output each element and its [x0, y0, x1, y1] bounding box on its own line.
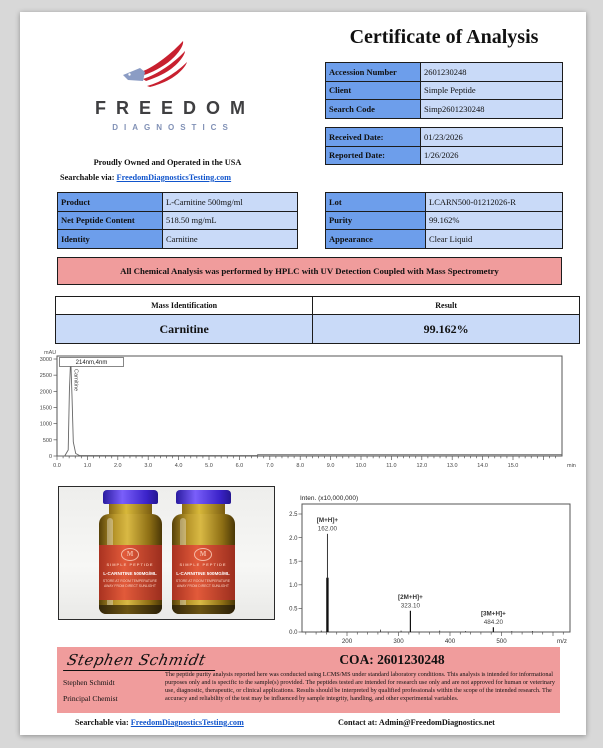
- disclaimer-text: The peptide purity analysis reported here was conducted using LCMS/MS under standard laboratory conditions. This analysis is intended for informational purposes only and is specific to the sample(s) provided. The peptides tested are intended for research use only and are not approved for human or veterinary use, diagnostic, therapeutic, or clinical applications. Results should be interpreted by qualified professionals within the scope of the intended research. The accuracy and reliability of the test may be influenced by sample integrity, handling, and other experimental variables.: [165, 671, 556, 703]
- footer-searchable: [75, 718, 244, 727]
- svg-text:200: 200: [341, 638, 353, 645]
- product-vials-image: [58, 486, 275, 620]
- vial-brand-text: SIMPLE PEPTIDE: [179, 562, 227, 567]
- svg-text:3.0: 3.0: [144, 463, 153, 469]
- accession-table: [325, 62, 563, 119]
- svg-text:13.0: 13.0: [446, 463, 458, 469]
- svg-text:14.0: 14.0: [477, 463, 488, 469]
- svg-text:2500: 2500: [39, 373, 52, 380]
- table-row: [326, 81, 562, 100]
- table-row: [326, 146, 562, 165]
- table-cell-value: Simple Peptide: [421, 82, 562, 100]
- table-cell-value: Simp2601230248: [421, 100, 562, 118]
- table-cell: 99.162%: [312, 315, 579, 343]
- table-cell-label: Client: [326, 82, 421, 100]
- table-cell-value: 518.50 mg/mL: [163, 212, 297, 230]
- searchable-line-top: [60, 173, 231, 182]
- table-cell-label: Search Code: [326, 100, 421, 118]
- table-row: [326, 128, 562, 146]
- svg-text:8.0: 8.0: [296, 463, 305, 469]
- certificate-page: [20, 12, 586, 735]
- product-table: [57, 192, 298, 249]
- svg-text:Inten. (x10,000,000): Inten. (x10,000,000): [300, 495, 359, 502]
- svg-text:15.0: 15.0: [507, 463, 519, 469]
- table-cell: Mass Identification: [56, 297, 312, 314]
- svg-text:11.0: 11.0: [386, 463, 397, 469]
- footer-searchable-link[interactable]: FreedomDiagnosticsTesting.com: [130, 718, 244, 727]
- vial-label: [99, 545, 162, 600]
- table-cell-label: Received Date:: [326, 128, 421, 146]
- svg-text:0.0: 0.0: [289, 630, 298, 637]
- svg-text:1.0: 1.0: [83, 463, 92, 469]
- vial-brand-text: SIMPLE PEPTIDE: [106, 562, 154, 567]
- table-cell-value: L-Carnitine 500mg/ml: [163, 193, 297, 211]
- svg-text:[2M+H]+: [2M+H]+: [397, 593, 423, 601]
- table-cell-value: Carnitine: [163, 230, 297, 248]
- vial-brand-logo-icon: M: [121, 548, 139, 561]
- table-row: [326, 229, 562, 248]
- svg-text:min: min: [567, 463, 576, 469]
- table-cell: Result: [312, 297, 579, 314]
- svg-text:4.0: 4.0: [174, 463, 183, 469]
- lot-table: [325, 192, 563, 249]
- vial-product-name: L-CARNITINE 500MG/ML: [176, 571, 230, 576]
- vial-storage-note: STORE AT ROOM TEMPERATURE AWAY FROM DIRECT SUNLIGHT: [175, 579, 231, 589]
- mass-spectrum-chart: [285, 484, 580, 650]
- table-cell-label: Accession Number: [326, 63, 421, 81]
- table-row: [58, 229, 297, 248]
- page-title: Certificate of Analysis: [349, 26, 539, 48]
- svg-text:323.10: 323.10: [400, 602, 421, 610]
- svg-text:m/z: m/z: [557, 638, 567, 645]
- svg-text:Carnitine: Carnitine: [72, 369, 79, 392]
- searchable-label: Searchable via:: [60, 173, 115, 182]
- svg-text:1500: 1500: [39, 405, 52, 412]
- usa-tagline: Proudly Owned and Operated in the USA: [93, 158, 242, 167]
- svg-text:0.5: 0.5: [289, 606, 298, 613]
- vial-bottom: [172, 605, 235, 614]
- svg-text:[M+H]+: [M+H]+: [316, 516, 339, 524]
- table-row: [58, 211, 297, 230]
- dates-table: [325, 127, 563, 165]
- logo-sub-text: DIAGNOSTICS: [112, 123, 234, 132]
- svg-text:1.5: 1.5: [289, 559, 298, 566]
- table-cell-value: 99.162%: [426, 212, 562, 230]
- chemist-role: Principal Chemist: [63, 694, 118, 703]
- svg-text:12.0: 12.0: [416, 463, 428, 469]
- svg-text:1000: 1000: [39, 421, 52, 428]
- table-cell-value: 1/26/2026: [421, 147, 562, 165]
- coa-number: COA: 2601230248: [339, 652, 445, 667]
- vial-bottom: [99, 605, 162, 614]
- eagle-logo-icon: [118, 38, 190, 92]
- table-row: [56, 297, 579, 314]
- vial-storage-note: STORE AT ROOM TEMPERATURE AWAY FROM DIRECT SUNLIGHT: [102, 579, 158, 589]
- svg-text:mAU: mAU: [44, 350, 57, 356]
- table-cell-value: LCARN500-01212026-R: [426, 193, 562, 211]
- vial-cap: [103, 490, 158, 504]
- table-cell-label: Purity: [326, 212, 426, 230]
- svg-text:5.0: 5.0: [205, 463, 213, 469]
- svg-text:300: 300: [393, 638, 404, 645]
- searchable-link-top[interactable]: FreedomDiagnosticsTesting.com: [116, 173, 232, 182]
- table-cell-value: 2601230248: [421, 63, 562, 81]
- vial-back: [167, 490, 240, 616]
- svg-text:484.20: 484.20: [483, 618, 503, 626]
- svg-text:10.0: 10.0: [355, 463, 367, 469]
- table-row: [326, 63, 562, 81]
- svg-text:500: 500: [496, 638, 507, 645]
- svg-text:2.5: 2.5: [289, 512, 298, 519]
- svg-text:162.00: 162.00: [317, 525, 338, 533]
- table-cell-label: Lot: [326, 193, 426, 211]
- table-row: [56, 314, 579, 343]
- signature-block: [57, 647, 560, 713]
- analysis-method-banner: All Chemical Analysis was performed by HPLC with UV Detection Coupled with Mass Spectrometry: [57, 257, 562, 285]
- svg-text:500: 500: [42, 437, 52, 444]
- chemist-name: Stephen Schmidt: [63, 678, 115, 687]
- vial-cap: [176, 490, 231, 504]
- table-cell: Carnitine: [56, 315, 312, 343]
- vial-product-name: L-CARNITINE 500MG/ML: [103, 571, 157, 576]
- table-row: [326, 99, 562, 118]
- svg-text:9.0: 9.0: [326, 463, 335, 469]
- table-cell-value: 01/23/2026: [421, 128, 562, 146]
- table-cell-label: Net Peptide Content: [58, 212, 163, 230]
- svg-text:214nm,4nm: 214nm,4nm: [75, 360, 108, 367]
- table-cell-value: Clear Liquid: [426, 230, 562, 248]
- table-row: [326, 193, 562, 211]
- svg-text:3000: 3000: [39, 357, 52, 363]
- table-row: [326, 211, 562, 230]
- svg-text:2.0: 2.0: [113, 463, 122, 469]
- table-cell-label: Product: [58, 193, 163, 211]
- svg-text:2000: 2000: [39, 389, 52, 396]
- footer-contact: Contact at: Admin@FreedomDiagnostics.net: [338, 718, 495, 727]
- mass-identification-table: [55, 296, 580, 344]
- table-cell-label: Reported Date:: [326, 147, 421, 165]
- logo-brand-text: FREEDOM: [95, 98, 255, 118]
- vial-brand-logo-icon: M: [194, 548, 212, 561]
- vial-label: [172, 545, 235, 600]
- table-row: [58, 193, 297, 211]
- hplc-chromatogram-chart: [30, 346, 582, 478]
- footer-searchable-label: Searchable via:: [75, 718, 129, 727]
- table-cell-label: Identity: [58, 230, 163, 248]
- svg-text:1.0: 1.0: [289, 583, 298, 589]
- svg-text:0.0: 0.0: [53, 463, 61, 469]
- table-cell-label: Appearance: [326, 230, 426, 248]
- signature-script: Stephen Schmidt: [63, 651, 220, 671]
- svg-text:6.0: 6.0: [235, 463, 244, 469]
- svg-text:0: 0: [48, 454, 52, 460]
- svg-text:7.0: 7.0: [265, 463, 274, 469]
- svg-text:[3M+H]+: [3M+H]+: [480, 610, 506, 618]
- svg-text:2.0: 2.0: [289, 535, 298, 542]
- vial-front: [94, 490, 167, 616]
- svg-text:400: 400: [444, 638, 456, 645]
